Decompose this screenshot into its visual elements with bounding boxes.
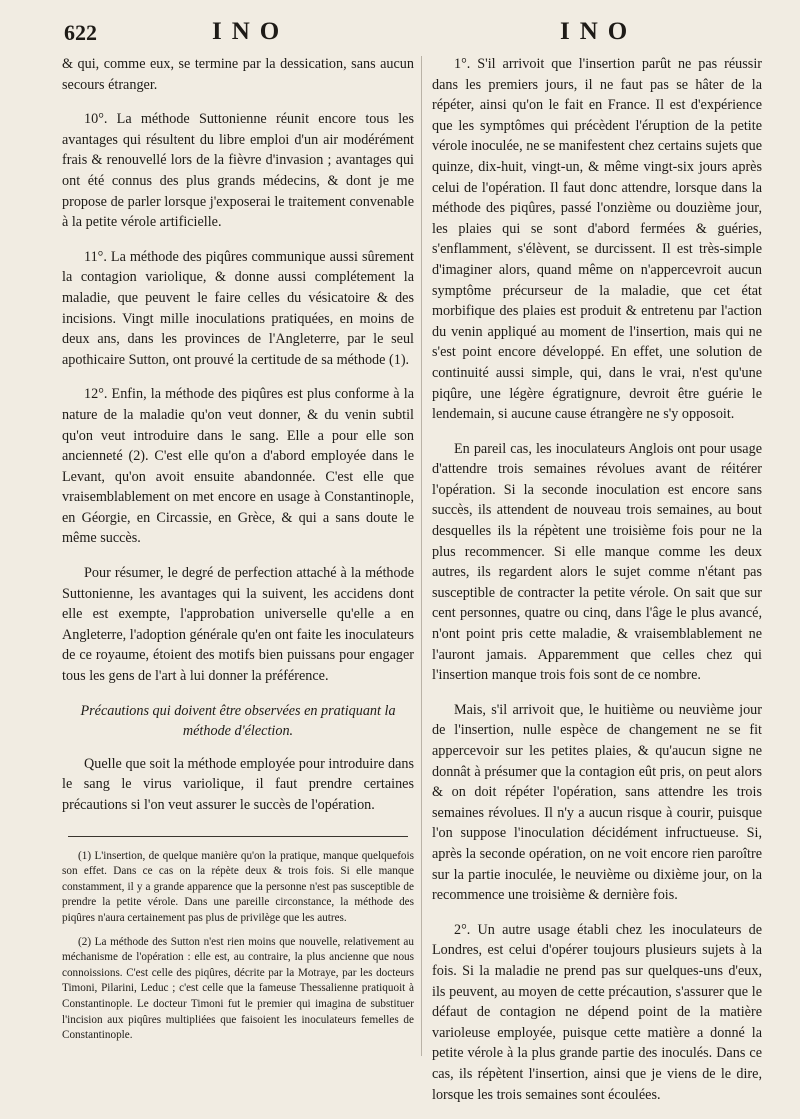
footnote-rule <box>68 836 408 837</box>
column-divider <box>421 56 422 1056</box>
section-heading: Précautions qui doivent être observées en pratiquant la méthode d'élection. <box>80 702 396 740</box>
paragraph: & qui, comme eux, se termine par la dessication, sans aucun secours étranger. <box>62 56 414 93</box>
paragraph: 12°. Enfin, la méthode des piqûres est plus conforme à la nature de la maladie qu'on veut donner, & du venin subtil qu'on veut introduire dans le sang. Elle a pour elle son ancienneté (2). C'est elle qu'on a d'abord employée dans le Levant, qu'on avoit ensuite abandonnée. C'est elle que vraisemblablement on met encore en usage à Constantinople, en Géorgie, en Circassie, en Grèce, & qui a sans doute le même succès. <box>62 386 414 547</box>
running-head-right: INO <box>560 18 638 45</box>
paragraph: 10°. La méthode Suttonienne réunit encore tous les avantages qui résultent du libre emploi d'un air modérément frais & renouvellé lors de la fièvre d'invasion ; avantages qui ont été connus des plus grands médecins, & dont je me propose de parler lorsque j'exposerai le traitement convenable à la petite vérole artificielle. <box>62 111 414 231</box>
page-header <box>0 18 800 52</box>
paragraph: 11°. La méthode des piqûres communique aussi sûrement la contagion variolique, & donne aussi complétement la maladie, que peuvent le faire celles du vésicatoire & des incisions. Vingt mille inoculations pratiquées, en moins de deux ans, dans les provinces de l'Angleterre, par le seul apothicaire Sutton, ont prouvé la certitude de sa méthode (1). <box>62 248 414 368</box>
right-column <box>432 54 762 1119</box>
paragraph: En pareil cas, les inoculateurs Anglois ont pour usage d'attendre trois semaines révolues avant de réitérer l'opération. Si la seconde inoculation est encore sans succès, ils attendent de nouveau trois semaines, au bout desquelles ils la répètent une troisième fois pour ne la plus recommencer. Si elle manque comme les deux autres, ils regardent alors le sujet comme n'étant pas susceptible de contracter la petite vérole. On sait que sur cent personnes, quatre ou cinq, dans l'âge le plus avancé, n'ont point pris cette maladie, & vraisemblablement ne l'auront jamais. Apparemment que celles chez qui l'insertion manque trois fois sont de ce nombre. <box>432 440 762 684</box>
paragraph: 1°. S'il arrivoit que l'insertion parût ne pas réussir dans les premiers jours, il ne faut pas se hâter de la répéter, ainsi qu'on le fait en France. Il est d'expérience que les symptômes qui précèdent l'éruption de la petite vérole inoculée, ne se manifestent chez certains sujets que quinze, dix-huit, vingt-un, & même vingt-six jours après celui de l'opération. Il faut donc attendre, lorsque dans la méthode des piqûres, passé l'onzième ou douzième jour, les plaies qui se sont d'abord fermées & guéries, s'enflamment, s'élèvent, se durcissent. Il est très-simple d'imaginer alors, quand même on n'appercevroit aucun symptôme précurseur de la maladie, que cet état morbifique des plaies est produit & entretenu par l'action du venin appliqué au moment de l'insertion, mais qui ne s'est point encore développé. En effet, une solution de continuité aussi simple, qui, dans le vrai, n'est qu'une piqûre, une légère égratignure, devroit être guérie le lendemain, si aucune cause étrangère ne s'y opposoit. <box>432 56 762 423</box>
paragraph: 2°. Un autre usage établi chez les inoculateurs de Londres, est celui d'opérer toujours plusieurs sujets à la fois. Si la maladie ne prend pas sur quelques-uns d'eux, ils peuvent, au moyen de cette précaution, s'assurer que le défaut de contagion ne dépend point de la matière varioleuse employée, puisque cette matière a donné la petite vérole à la plus grande partie des inoculés. Dans ce cas, ils répètent l'insertion, ainsi que je viens de le dire, lorsque les trois semaines sont écoulées. <box>432 921 762 1103</box>
running-head-left: INO <box>212 18 290 45</box>
paragraph: Pour résumer, le degré de perfection attaché à la méthode Suttonienne, les avantages qui la suivent, les accidens dont elle est exempte, l'approbation universelle qu'elle a en Angleterre, l'adoption générale qu'en ont faite les inoculateurs de ce royaume, étoient des motifs bien puissans pour engager tous les gens de l'art à lui donner la préférence. <box>62 565 414 685</box>
left-column <box>62 54 414 1052</box>
paragraph: Mais, s'il arrivoit que, le huitième ou neuvième jour de l'insertion, nulle espèce de changement ne se fit appercevoir sur les petites plaies, & qu'aucun signe ne donnât à présumer que la contagion eût pris, on peut alors & on doit répéter l'opération, sans attendre les trois semaines révolues. Il n'y a aucun risque à courir, puisque l'on suppose l'inoculation décidément infructueuse. Si, après la seconde opération, on ne voit encore rien paroître sur la partie inoculée, le neuvième ou dixième jour, on la recommence une troisième & dernière fois. <box>432 701 762 904</box>
page-number: 622 <box>64 20 97 45</box>
paragraph: Quelle que soit la méthode employée pour introduire dans le sang le virus variolique, il faut prendre certaines précautions si l'on veut assurer le succès de l'opération. <box>62 755 414 813</box>
footnote: (1) L'insertion, de quelque manière qu'on la pratique, manque quelquefois son effet. Dans ce cas on la répète deux & trois fois. Si elle manque constamment, il y a grande apparence que la personne n'est pas susceptible de prendre la petite vérole. Dans une pareille circonstance, la méthode des piqûres n'aura certainement pas plus de privilège que les autres. <box>62 849 414 924</box>
footnote: (2) La méthode des Sutton n'est rien moins que nouvelle, relativement au méchanisme de l'opération : elle est, au contraire, la plus ancienne que nous connoissions. C'est celle des piqûres, décrite par la Motraye, par les docteurs Timoni, Pilarini, Leduc ; c'est celle que la fameuse Thessalienne pratiquoit à Constantinople. Le docteur Timoni fut le premier qui imagina de substituer l'incision aux piqûres multipliées que faisoient les inoculateurs femelles de Constantinople. <box>62 935 414 1042</box>
